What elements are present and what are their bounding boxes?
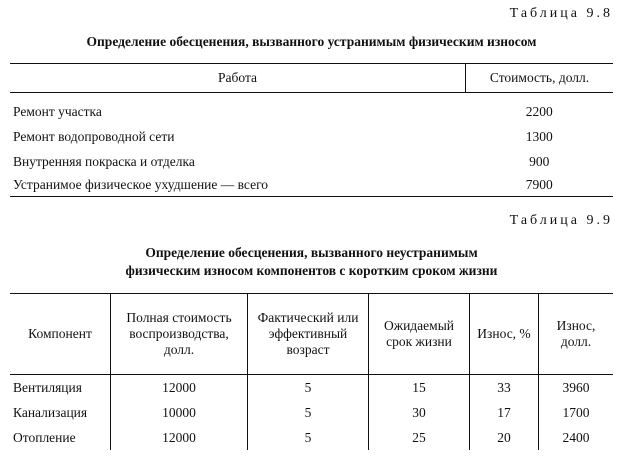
table-9-9 [10,293,613,450]
column-header-cost: Стоимость, долл. [466,64,614,93]
table-9-8-title: Определение обесценения, вызванного устранимым физическим износом [86,34,537,49]
cell-full-cost: 10000 [111,400,248,425]
column-header-life: Ожидаемый срок жизни [369,294,470,375]
table-9-8 [10,63,613,197]
cell-full-cost: 12000 [111,425,248,450]
table-9-8-header-row [10,64,613,93]
table-row [10,93,613,125]
table-row [10,375,613,401]
cell-component: Канализация [10,400,111,425]
cell-age: 5 [248,375,369,401]
column-header-component: Компонент [10,294,111,375]
column-header-wear-percent: Износ, % [470,294,539,375]
cell-wear-dollars: 2400 [562,429,590,445]
work-cost: 2200 [525,103,553,119]
cell-life: 25 [369,425,470,450]
work-cost: 1300 [525,128,553,144]
cell-component: Вентиляция [10,375,111,401]
cell-life: 15 [369,375,470,401]
table-9-9-title [0,244,623,280]
column-header-work: Работа [10,64,466,93]
table-9-9-header-row [10,294,613,375]
work-cost: 900 [529,153,550,169]
cell-wear-dollars: 3960 [562,379,590,395]
cell-age: 5 [248,425,369,450]
cell-wear-dollars: 1700 [562,404,590,420]
cell-component: Отопление [10,425,111,450]
column-header-full-cost: Полная стоимость воспроизводства, долл. [111,294,248,375]
table-row [10,149,613,174]
cell-full-cost: 12000 [111,375,248,401]
table-9-9-title-line-1: Определение обесценения, вызванного неустранимым [145,245,478,260]
cell-life: 30 [369,400,470,425]
work-name: Ремонт участка [13,103,102,119]
work-cost: 7900 [466,174,614,197]
table-9-9-title-line-2: физическим износом компонентов с коротким сроком жизни [125,263,498,278]
table-9-8-label: Таблица 9.8 [509,6,613,21]
table-row [10,400,613,425]
table-9-9-label: Таблица 9.9 [509,213,613,228]
cell-age: 5 [248,400,369,425]
work-name: Внутренняя покраска и отделка [13,153,195,169]
table-row [10,425,613,450]
cell-wear-percent: 17 [470,400,539,425]
column-header-age: Фактический или эффективный возраст [248,294,369,375]
cell-wear-percent: 20 [470,425,539,450]
column-header-wear-dollars: Износ, долл. [539,294,614,375]
work-name: Устранимое физическое ухудшение — всего [10,174,466,197]
table-row-total [10,174,613,197]
cell-wear-percent: 33 [470,375,539,401]
work-name: Ремонт водопроводной сети [13,128,175,144]
table-row [10,124,613,149]
